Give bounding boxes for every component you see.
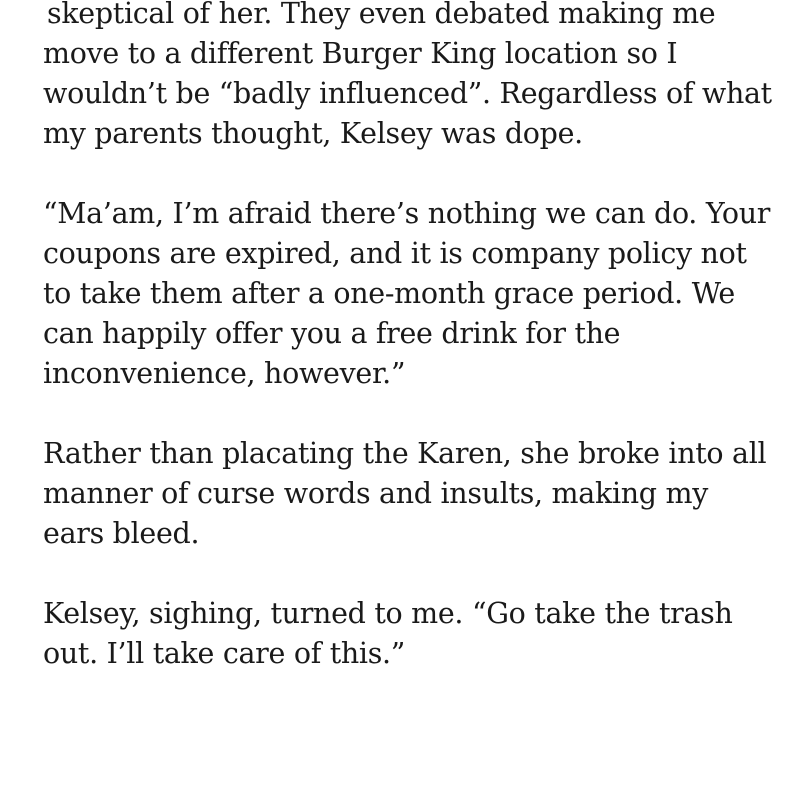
paragraph-2: “Ma’am, I’m afraid there’s nothing we can do. Your coupons are expired, and it is company policy not to take them after a one-month grace period. We can happily offer you a free drink for the inconvenience, however.” — [43, 197, 779, 390]
story-text — [43, 0, 781, 714]
paragraph-4: Kelsey, sighing, turned to me. “Go take the trash out. I’ll take care of this.” — [43, 597, 742, 670]
paragraph-1: skeptical of her. They even debated making me move to a different Burger King location so I wouldn’t be “badly influenced”. Regardless of what my parents thought, Kelsey was dope. — [43, 0, 781, 150]
paragraph-3: Rather than placating the Karen, she broke into all manner of curse words and insults, making my ears bleed. — [43, 437, 776, 550]
